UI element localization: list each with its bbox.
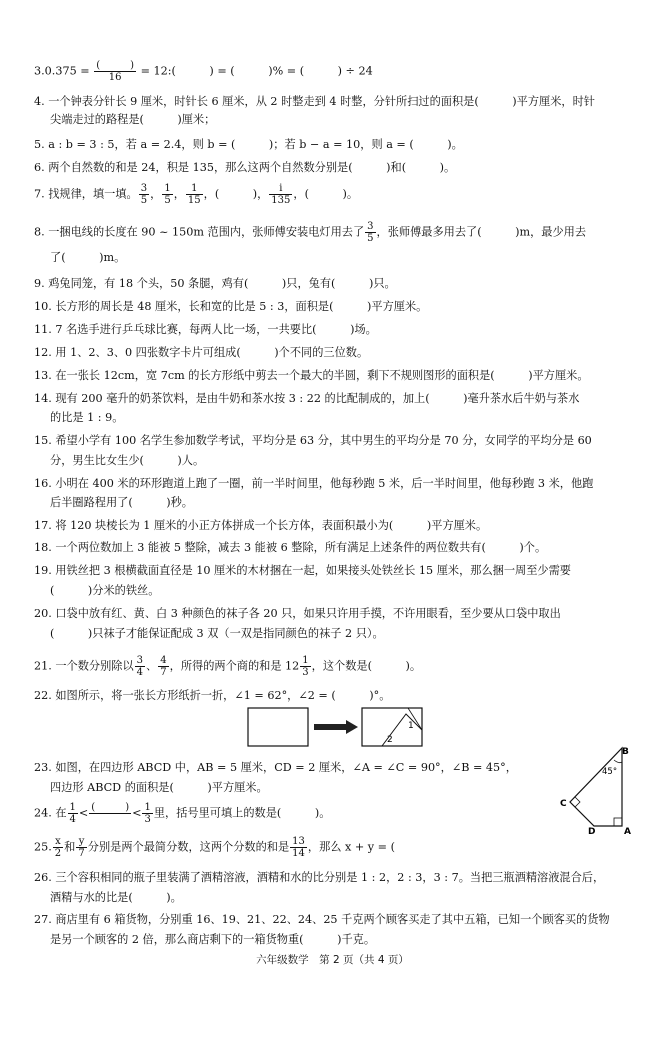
q3-prefix: 3.0.375 = bbox=[34, 64, 94, 78]
q21-fraction-2: $\frac{4}{7}$ bbox=[160, 655, 167, 678]
angle-label-1: 1 bbox=[408, 721, 414, 731]
question-27-line2: 是另一个顾客的 2 倍，那么商店剩下的一箱货物重( )千克。 bbox=[50, 933, 376, 946]
question-17: 17. 将 120 块棱长为 1 厘米的小正方体拼成一个长方体，表面积最小为( )平方厘米。 bbox=[34, 519, 488, 532]
question-22: 22. 如图所示，将一张长方形纸折一折，∠1 = 62°，∠2 = ( )°。 bbox=[34, 689, 391, 702]
question-15-line2: 分，男生比女生少( )人。 bbox=[50, 454, 205, 467]
q7-fraction-2: $\frac{1}{5}$ bbox=[164, 183, 171, 206]
question-23-line2: 四边形 ABCD 的面积是( )平方厘米。 bbox=[50, 781, 268, 794]
q24-fraction-3: $\frac{1}{3}$ bbox=[144, 802, 151, 825]
question-14-line2: 的比是 1 : 9。 bbox=[50, 411, 124, 424]
question-5: 5. a : b = 3 : 5，若 a = 2.4，则 b = ( )；若 b − a = 10，则 a = ( )。 bbox=[34, 138, 463, 151]
q21-mixed-fraction: $\frac{1}{3}$ bbox=[302, 655, 309, 678]
question-16-line1: 16. 小明在 400 米的环形跑道上跑了一圈，前一半时间里，他每秒跑 5 米，后一半时间里，他每秒跑 3 米，他跑 bbox=[34, 477, 594, 490]
angle-45-label: 45° bbox=[602, 767, 618, 777]
q7-fraction-1: $\frac{3}{5}$ bbox=[140, 183, 148, 206]
fold-rect-original bbox=[248, 708, 308, 746]
q7-fraction-4: $\frac{i}{135}$ bbox=[271, 183, 291, 206]
question-15-line1: 15. 希望小学有 100 名学生参加数学考试，平均分是 63 分，其中男生的平均分是 70 分，女同学的平均分是 60 bbox=[34, 434, 592, 447]
question-9: 9. 鸡兔同笼，有 18 个头，50 条腿，鸡有( )只，兔有( )只。 bbox=[34, 277, 396, 290]
question-8-line2: 了( )m。 bbox=[50, 251, 126, 264]
question-3 bbox=[34, 60, 638, 83]
question-8-line1: 8. 一捆电线的长度在 90 ~ 150m 范围内，张师傅安装电灯用去了 $\frac{3}{5}$ ，张师傅最多用去了( )m，最少用去 bbox=[34, 221, 587, 244]
question-14-line1: 14. 现有 200 毫升的奶茶饮料，是由牛奶和茶水按 3 : 22 的比配制成的，加上( )毫升茶水后牛奶与茶水 bbox=[34, 392, 580, 405]
question-21: 21. 一个数分别除以 $\frac{3}{4}$ 、 $\frac{4}{7}$ ，所得的两个商的和是 12 $\frac{1}{3}$ ，这个数是( )。 bbox=[34, 655, 422, 678]
q25-fraction-x: $\frac{x}{2}$ bbox=[54, 836, 62, 859]
question-10: 10. 长方形的周长是 48 厘米，长和宽的比是 5 : 3，面积是( )平方厘米。 bbox=[34, 300, 428, 313]
question-19-line2: ( )分米的铁丝。 bbox=[50, 584, 160, 597]
question-26-line1: 26. 三个容积相同的瓶子里装满了酒精溶液，酒精和水的比分别是 1 : 2，2 : 3，3 : 7。当把三瓶酒精溶液混合后， bbox=[34, 871, 605, 884]
q21-fraction-1: $\frac{3}{4}$ bbox=[136, 655, 144, 678]
question-4-line1: 4. 一个钟表分针长 9 厘米，时针长 6 厘米，从 2 时整走到 4 时整，分针所扫过的面积是( )平方厘米，时针 bbox=[34, 95, 595, 108]
q25-fraction-y: $\frac{y}{7}$ bbox=[78, 836, 85, 859]
q3-fraction: $\frac{( )}{16}$ bbox=[96, 60, 135, 83]
question-11: 11. 7 名选手进行乒乓球比赛，每两人比一场，一共要比( )场。 bbox=[34, 323, 377, 336]
question-19-line1: 19. 用铁丝把 3 根横截面直径是 10 厘米的木材捆在一起，如果接头处铁丝长 15 厘米，那么捆一周至少需要 bbox=[34, 564, 571, 577]
q25-fraction-sum: $\frac{13}{14}$ bbox=[292, 836, 305, 859]
question-7: 7. 找规律，填一填。 $\frac{3}{5}$ ， $\frac{1}{5}$ ， $\frac{1}{15}$ ，( )， $\frac{i}{135}$ ，( )。 bbox=[34, 183, 359, 206]
fold-figure bbox=[246, 706, 426, 748]
q3-suffix: = 12:( ) = ( )% = ( ) ÷ 24 bbox=[137, 64, 373, 78]
question-4-line2: 尖端走过的路程是( )厘米； bbox=[50, 113, 216, 126]
q8-fraction: $\frac{3}{5}$ bbox=[367, 221, 374, 244]
question-27-line1: 27. 商店里有 6 箱货物，分别重 16、19、21、22、24、25 千克两个顾客买走了其中五箱，已知一个顾客买的货物 bbox=[34, 913, 610, 926]
page-footer: 六年级数学 第 2 页（共 4 页） bbox=[256, 954, 409, 966]
arrow-icon bbox=[314, 720, 358, 734]
vertex-a-label: A bbox=[624, 827, 631, 837]
question-20-line2: ( )只袜子才能保证配成 3 双（一双是指同颜色的袜子 2 只）。 bbox=[50, 627, 384, 640]
question-13: 13. 在一张长 12cm，宽 7cm 的长方形纸中剪去一个最大的半圆，剩下不规则图形的面积是( )平方厘米。 bbox=[34, 369, 589, 382]
question-23-line1: 23. 如图，在四边形 ABCD 中，AB = 5 厘米，CD = 2 厘米，∠A = ∠C = 90°，∠B = 45°， bbox=[34, 761, 517, 774]
vertex-b-label: B bbox=[622, 747, 629, 757]
q7-fraction-3: $\frac{1}{15}$ bbox=[187, 183, 201, 206]
q24-fraction-blank: ( ) bbox=[91, 802, 130, 813]
question-6: 6. 两个自然数的和是 24，积是 135，那么这两个自然数分别是( )和( )。 bbox=[34, 161, 456, 174]
vertex-c-label: C bbox=[560, 799, 567, 809]
question-25: 25. $\frac{x}{2}$ 和 $\frac{y}{7}$ 分别是两个最简分数，这两个分数的和是 $\frac{13}{14}$ ，那么 x + y = ( bbox=[34, 836, 395, 859]
question-12: 12. 用 1、2、3、0 四张数字卡片可组成( )个不同的三位数。 bbox=[34, 346, 369, 359]
question-16-line2: 后半圈路程用了( )秒。 bbox=[50, 496, 193, 509]
question-26-line2: 酒精与水的比是( )。 bbox=[50, 891, 182, 904]
question-18: 18. 一个两位数加上 3 能被 5 整除，减去 3 能被 6 整除，所有满足上述条件的两位数共有( )个。 bbox=[34, 541, 547, 554]
question-20-line1: 20. 口袋中放有红、黄、白 3 种颜色的袜子各 20 只，如果只许用手摸，不许用眼看，至少要从口袋中取出 bbox=[34, 607, 561, 620]
angle-label-2: 2 bbox=[387, 735, 393, 745]
question-24: 24. 在 $\frac{1}{4}$ < ( ) < $\frac{1}{3}$ 里，括号里可填上的数是( )。 bbox=[34, 802, 331, 825]
vertex-d-label: D bbox=[588, 827, 596, 837]
q24-fraction-1: $\frac{1}{4}$ bbox=[69, 802, 76, 825]
